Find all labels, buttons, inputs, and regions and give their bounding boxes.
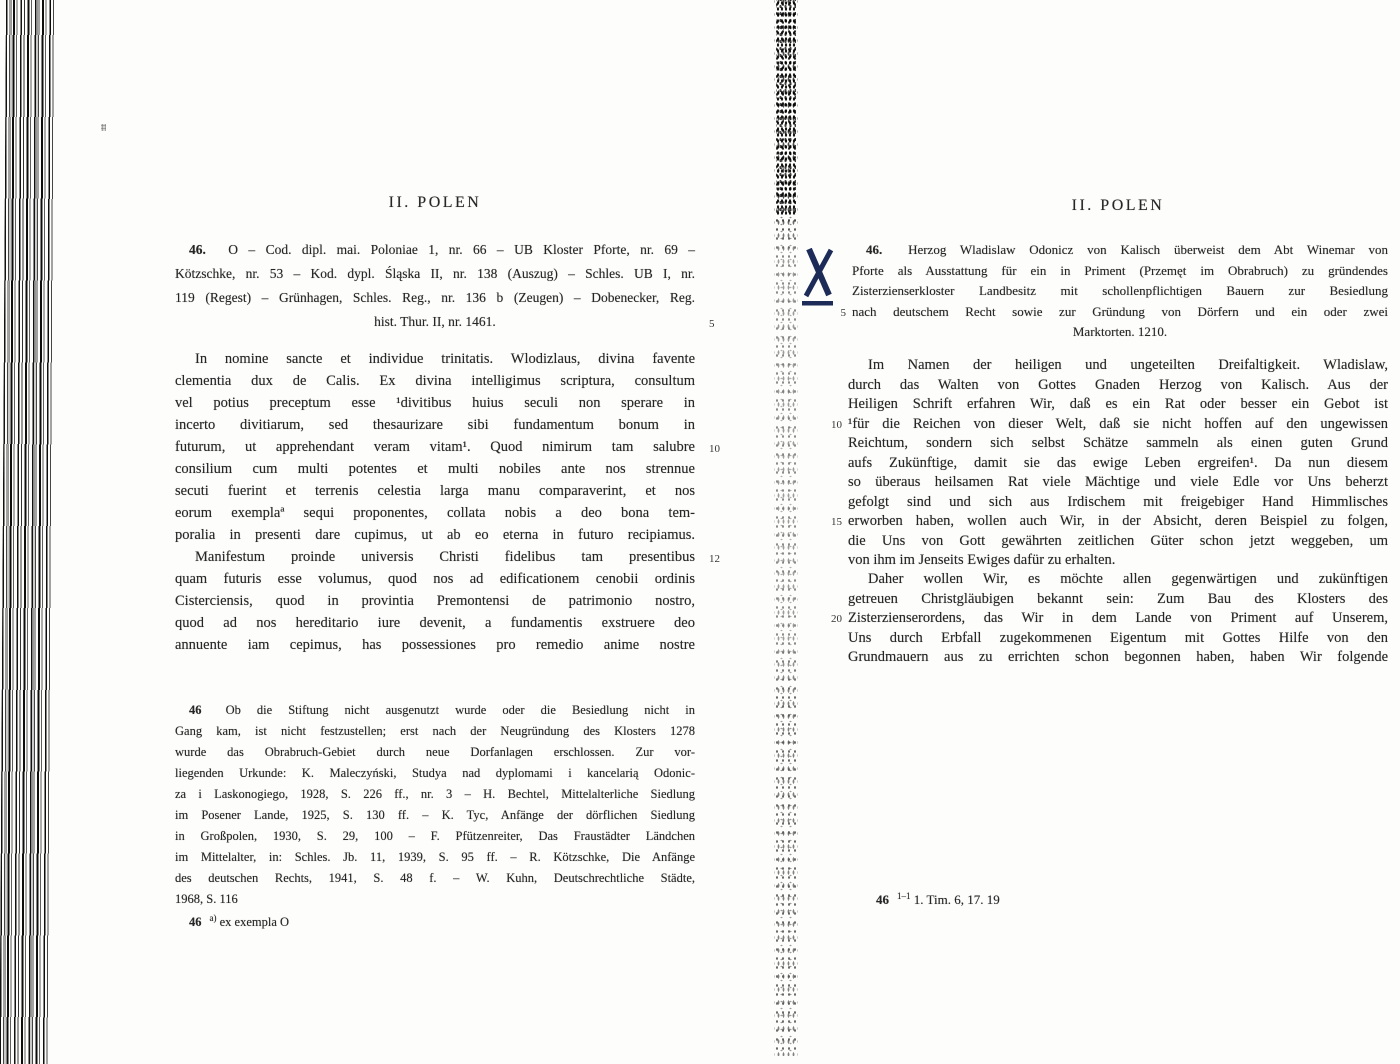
german-text-line: Uns durch Erbfall zugekommenen Eigentum mit Gottes Hilfe von den <box>848 629 1388 646</box>
right-page-header: II. POLEN <box>1071 197 1165 214</box>
german-text-line: Zisterzienserordens, das Wir in dem Lande von Priment auf Unserem, <box>848 610 1388 626</box>
margin-line-number: 12 <box>709 553 720 565</box>
latin-text-line: incerto divitiarum, sed thesaurizare sibi fundamentum bonum in <box>175 417 695 433</box>
footnote-line: des deutschen Rechts, 1941, S. 48 f. – W. Kuhn, Deutschrechtliche Städte, <box>175 871 695 885</box>
left-reference-block <box>175 238 715 334</box>
german-text-line: so überaus heilsamen Rat viele Mächtige und viele Edle vor Uns beherzt <box>848 474 1388 490</box>
german-text-line: gefolgt sind und sich aus Irdischem mit freigebiger Hand Himmlisches <box>848 493 1388 510</box>
footnote-line: Gang kam, ist nicht festzustellen; erst nach der Neugründung des Klosters 1278 <box>175 724 695 738</box>
reference-line: Kötzschke, nr. 53 – Kod. dypl. Śląska II, nr. 138 (Auszug) – Schles. UB I, nr. <box>175 266 695 281</box>
latin-text-line: Cisterciensis, quod in provintia Premontensi de patrimonio nostro, <box>175 593 695 609</box>
german-text-line: getreuen Christgläubigen bekannt sein: Zum Bau des Klosters des <box>848 590 1388 607</box>
latin-text-line: quod ad nos hereditario iure devenit, a fundamentis exstruere deo <box>175 615 695 631</box>
latin-text-line: In nomine sancte et individue trinitatis. Wlodizlaus, divina favente <box>195 351 695 367</box>
entry-number: 46. <box>189 242 206 257</box>
left-page-header: II. POLEN <box>388 194 482 211</box>
x-annotation-mark <box>801 248 837 310</box>
latin-text-line: poralia in presenti dare cupimus, ut ab eo eterna in futuro recipiamus. <box>175 527 695 543</box>
summary-line: Pforte als Ausstattung für ein in Priment (Przemęt im Obrabruch) zu gründendes <box>852 262 1388 278</box>
latin-paragraph-1 <box>175 348 720 546</box>
reference-line: hist. Thur. II, nr. 1461. <box>374 314 496 329</box>
margin-line-number: 10 <box>709 443 720 455</box>
footnote-line: in Großpolen, 1930, S. 29, 100 – F. Pfützenreiter, Das Fraustädter Ländchen <box>175 829 695 843</box>
latin-text-line: consilium cum multi potentes et multi nobiles ante nos strennue <box>175 461 695 477</box>
footnote-text: Ob die Stiftung nicht ausgenutzt wurde oder die Besiedlung nicht in <box>225 703 696 717</box>
margin-line-number: 10 <box>831 419 842 431</box>
german-text-line: durch das Walten von Gottes Gnaden Herzog von Kalisch. Aus der <box>848 376 1388 393</box>
summary-line: nach deutschem Recht sowie zur Gründung von Dörfern und ein oder zwei <box>852 303 1388 319</box>
summary-line: Marktorten. 1210. <box>1072 324 1168 339</box>
binding-noise-left <box>0 0 56 1064</box>
critical-apparatus-line <box>175 908 695 933</box>
german-text-line: Grundmauern aus zu errichten schon begonnen haben, haben Wir folgende <box>848 649 1388 665</box>
scan-speck <box>101 124 106 131</box>
latin-paragraph-2 <box>175 546 720 656</box>
summary-line: Zisterzienserkloster Landbesitz mit schollenpflichtigen Bauern zur Besiedlung <box>852 283 1388 298</box>
latin-text-line: eorum exemplaª sequi proponentes, collata nobis a deo bona tem- <box>175 505 695 521</box>
reference-line: 119 (Regest) – Grünhagen, Schles. Reg., nr. 136 b (Zeugen) – Dobenecker, Reg. <box>175 290 695 305</box>
margin-line-number: 5 <box>709 318 715 330</box>
right-summary-block <box>840 240 1388 343</box>
margin-line-number: 15 <box>831 516 842 528</box>
footnote-line: liegenden Urkunde: K. Maleczyński, Studya nad dyplomami i kancelarią Odonic- <box>175 766 695 780</box>
margin-line-number: 20 <box>831 613 842 625</box>
footnote-number: 46 <box>876 892 889 907</box>
footnote-line: za i Laskonogiego, 1928, S. 226 ff., nr. 3 – H. Bechtel, Mittelalterliche Siedlung <box>175 787 695 801</box>
german-text-line: aufs Zukünftige, damit sie das ewige Leben ergreifen¹. Da nun diesem <box>848 454 1388 471</box>
right-footnote-line <box>876 886 1276 910</box>
german-text-line: ¹für die Reichen von dieser Welt, daß sie nicht hoffen auf den ungewissen <box>848 415 1388 432</box>
german-text-line: Heiligen Schrift erfahren Wir, daß es ein Rat oder besser ein Gebot ist <box>848 396 1388 412</box>
latin-text-line: annuente iam cepimus, has possessiones pro remedio anime nostre <box>175 637 695 653</box>
german-text-line: die Uns von Gott gewährten zeitlichen Güter schon jetzt weggeben, um <box>848 532 1388 549</box>
gutter-noise-middle-dense <box>776 0 796 215</box>
x-underline <box>802 301 833 306</box>
latin-text-line: secuti fuerint et terrenis celestia larga manu comparaverint, et nos <box>175 483 695 499</box>
footnote-line <box>175 700 695 721</box>
latin-text-line: clementia dux de Calis. Ex divina intelligimus scriptura, consultum <box>175 373 695 389</box>
german-text-line: von ihm im Jenseits Ewiges dafür zu erhalten. <box>848 552 1116 568</box>
german-text-line: erworben haben, wollen auch Wir, in der Absicht, deren Beispiel zu folgen, <box>848 513 1388 529</box>
entry-number: 46. <box>866 242 883 257</box>
german-paragraph-2 <box>831 570 1388 668</box>
german-text-line: Reichtum, sondern sich selbst Schätze sammeln als einen guten Grund <box>848 435 1388 451</box>
left-footnote-block <box>175 700 695 910</box>
summary-line <box>852 240 1388 261</box>
german-text-line: Im Namen der heiligen und ungeteilten Dreifaltigkeit. Wladislaw, <box>868 357 1388 373</box>
summary-text: Herzog Wladislaw Odonicz von Kalisch überweist dem Abt Winemar von <box>908 242 1388 257</box>
reference-line <box>175 238 695 262</box>
latin-text-line: quam futuris esse volumus, quod nos ad edificationem cenobii ordinis <box>175 571 695 587</box>
footnote-line: 1968, S. 116 <box>175 892 238 906</box>
footnote-number: 46 <box>189 703 202 717</box>
footnote-line: im Mittelalter, in: Schles. Jb. 11, 1939, S. 95 ff. – R. Kötzschke, Die Anfänge <box>175 850 695 864</box>
footnote-line: im Posener Lande, 1925, S. 130 ff. – K. Tyc, Anfänge der dörflichen Siedlung <box>175 808 695 822</box>
latin-text-line: futurum, ut apprehendant veram vitam¹. Quod nimirum tam salubre <box>175 439 695 455</box>
footnote-superscript: 1–1 <box>897 891 911 901</box>
apparatus-sigla: a) <box>209 913 217 923</box>
margin-line-number: 5 <box>840 307 846 319</box>
reference-text: O – Cod. dipl. mai. Poloniae 1, nr. 66 – UB Kloster Pforte, nr. 69 – <box>228 242 696 257</box>
german-text-line: Daher wollen Wir, es möchte allen gegenwärtigen und zukünftigen <box>868 571 1388 587</box>
footnote-text: 1. Tim. 6, 17. 19 <box>913 892 1000 907</box>
apparatus-number: 46 <box>189 915 202 929</box>
footnote-line: wurde das Obrabruch-Gebiet durch neue Dorfanlagen erschlossen. Zur vor- <box>175 745 695 759</box>
apparatus-text: ex exempla O <box>219 915 290 929</box>
latin-text-line: vel potius preceptum esse ¹divitibus huius seculi non sperare in <box>175 395 695 411</box>
german-paragraph-1 <box>831 356 1388 571</box>
latin-text-line: Manifestum proinde universis Christi fidelibus tam presentibus <box>195 549 695 565</box>
